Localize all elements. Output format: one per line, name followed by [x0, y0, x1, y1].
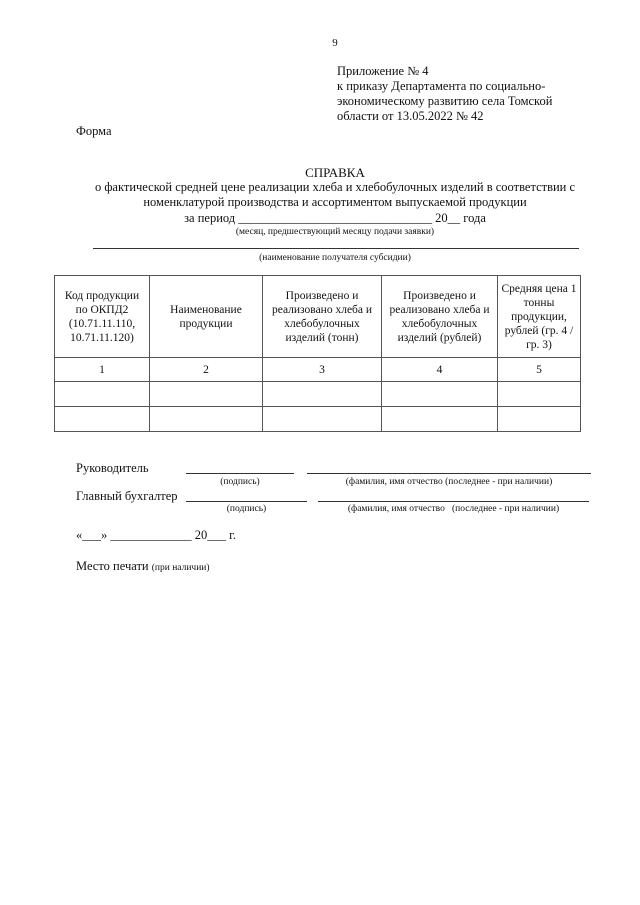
recipient-hint: (наименование получателя субсидии) — [259, 253, 411, 263]
table-row — [55, 407, 581, 432]
seal-note: (при наличии) — [151, 563, 210, 573]
table-cell[interactable] — [150, 407, 263, 432]
head-name-hint: (фамилия, имя отчество (последнее - при наличии) — [345, 477, 553, 487]
accountant-sign-hint: (подпись) — [226, 504, 267, 514]
table-cell[interactable] — [55, 382, 150, 407]
accountant-label: Главный бухгалтер — [76, 489, 178, 503]
table-cell[interactable] — [498, 407, 581, 432]
subtitle-line: номенклатурой производства и ассортиментом выпускаемой продукции — [143, 195, 527, 209]
table-cell[interactable] — [263, 407, 382, 432]
accountant-name-line[interactable] — [318, 501, 589, 502]
seal-label: Место печати — [76, 559, 149, 573]
form-label: Форма — [76, 124, 112, 138]
column-number: 1 — [55, 358, 150, 382]
document-subtitle — [60, 180, 610, 210]
head-signature-line[interactable] — [186, 473, 294, 474]
head-label: Руководитель — [76, 461, 149, 475]
recipient-line — [93, 248, 579, 249]
table-row — [55, 382, 581, 407]
table-header-cell: Произведено и реализовано хлеба и хлебобулочных изделий (тонн) — [263, 276, 382, 358]
column-number: 2 — [150, 358, 263, 382]
period-field: за период _______________________________ 20__ года — [184, 211, 486, 225]
accountant-signature-line[interactable] — [186, 501, 307, 502]
appendix-line: Приложение № 4 — [337, 64, 429, 78]
table-header-cell: Наименование продукции — [150, 276, 263, 358]
table-number-row — [55, 358, 581, 382]
column-number: 3 — [263, 358, 382, 382]
page-number: 9 — [332, 37, 338, 49]
head-name-line[interactable] — [307, 473, 591, 474]
table-header-row — [55, 276, 581, 358]
seal-place — [76, 559, 210, 574]
column-number: 5 — [498, 358, 581, 382]
appendix-block — [337, 64, 597, 124]
table-cell[interactable] — [55, 407, 150, 432]
table-header-cell: Средняя цена 1 тонны продукции, рублей (гр. 4 / гр. 3) — [498, 276, 581, 358]
head-sign-hint: (подпись) — [220, 477, 260, 487]
appendix-line: экономическому развитию села Томской — [337, 94, 553, 108]
period-hint: (месяц, предшествующий месяцу подачи заявки) — [235, 227, 435, 237]
price-table — [54, 275, 581, 432]
appendix-line: к приказу Департамента по социально- — [337, 79, 546, 93]
table-cell[interactable] — [382, 407, 498, 432]
table-cell[interactable] — [382, 382, 498, 407]
date-line: «___» _____________ 20___ г. — [76, 528, 236, 542]
document-title: СПРАВКА — [305, 165, 365, 180]
appendix-line: области от 13.05.2022 № 42 — [337, 109, 484, 123]
table-header-cell: Произведено и реализовано хлеба и хлебобулочных изделий (рублей) — [382, 276, 498, 358]
table-cell[interactable] — [263, 382, 382, 407]
table-cell[interactable] — [150, 382, 263, 407]
subtitle-line: о фактической средней цене реализации хлеба и хлебобулочных изделий в соответствии с — [94, 180, 576, 194]
accountant-name-hint: (фамилия, имя отчество (последнее - при наличии) — [347, 504, 560, 514]
table-header-cell: Код продукции по ОКПД2 (10.71.11.110, 10.71.11.120) — [55, 276, 150, 358]
column-number: 4 — [382, 358, 498, 382]
table-cell[interactable] — [498, 382, 581, 407]
